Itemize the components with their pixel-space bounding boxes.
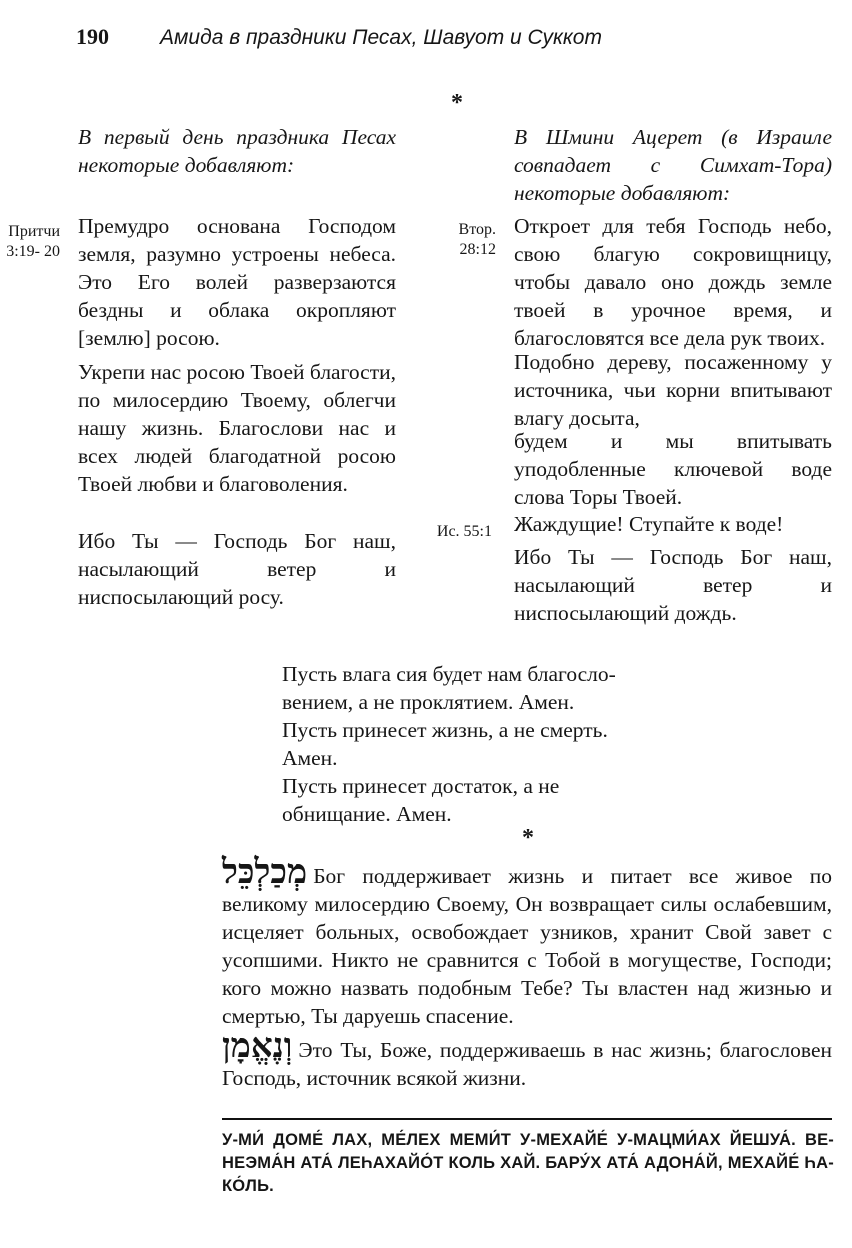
blessing-line: обнищание. Амен. xyxy=(282,802,452,826)
blessing-line: вением, а не проклятием. Амен. xyxy=(282,690,575,714)
running-title: Амида в праздники Песах, Шавуот и Суккот xyxy=(160,26,602,49)
footer-rule xyxy=(222,1118,832,1120)
blessing-line: Пусть принесет жизнь, а не смерть. xyxy=(282,718,608,742)
page-number: 190 xyxy=(76,24,109,49)
section-separator-star: * xyxy=(522,825,534,851)
hebrew-initial-word: מְכַלְכֵּל xyxy=(222,852,308,892)
left-paragraph-2: Укрепи нас росою Твоей благости, по милосердию Твоему, облегчи нашу жизнь. Благослови нас и всех людей благодатной росою Твоей любви и благоволения. xyxy=(78,360,396,496)
transliteration-block: У-МИ́ ДОМЕ́ ЛАХ, МЕ́ЛЕХ МЕМИ́Т У-МЕХАЙЕ́ У-МАЦМИ́АХ ЙЕШУА́. ВЕ-НЕЭМА́Н АТА́ ЛЕҺАХАЙО́Т КОЛЬ ХАЙ. БАРУ́Х АТА́ АДОНА́Й, МЕХАЙЕ́ ҺА-КО́ЛЬ. xyxy=(222,1131,834,1195)
right-paragraph-3: Жаждущие! Ступайте к воде! xyxy=(514,512,784,536)
right-column-intro: В Шмини Ацерет (в Израиле совпадает с Симхат-Тора) некоторые добавляют: xyxy=(514,125,832,205)
right-paragraph-4: Ибо Ты — Господь Бог наш, насылающий ветер и ниспосылающий дождь. xyxy=(514,545,832,625)
right-ref-deuteronomy: Втор. 28:12 xyxy=(458,221,496,258)
main-paragraph-1-text: Бог поддерживает жизнь и питает все живое по великому милосердию Своему, Он возвращает силы ослабевшим, исцеляет больных, освобождает узников, хранит Свой завет с усопшими. Никто не сравнится с Тобой в могуществе, Господи; кого можно назвать подобным Тебе? Ты властен над жизнью и смертью, Ты даруешь спасение. xyxy=(222,864,832,1028)
right-paragraph-2b: будем и мы впитывать уподобленные ключевой воде слова Торы Твоей. xyxy=(514,429,832,509)
main-paragraph-2-text: Это Ты, Боже, поддерживаешь в нас жизнь; благословен Господь, источник всякой жизни. xyxy=(222,1038,832,1090)
section-separator-star: * xyxy=(451,90,463,116)
right-ref-isaiah: Ис. 55:1 xyxy=(436,523,492,540)
blessing-line: Пусть принесет достаток, а не xyxy=(282,774,560,798)
blessing-block xyxy=(282,660,662,828)
left-ref-proverbs: Притчи 3:19- 20 xyxy=(6,223,60,260)
blessing-line: Амен. xyxy=(282,746,338,770)
left-paragraph-3: Ибо Ты — Господь Бог наш, насылающий ветер и ниспосылающий росу. xyxy=(78,529,396,609)
hebrew-initial-word: וְנֶאֱמָן xyxy=(222,1026,293,1066)
right-paragraph-2a: Подобно дереву, посаженному у источника, чьи корни впитывают влагу досыта, xyxy=(514,350,832,430)
right-paragraph-1: Откроет для тебя Господь небо, свою благую сокровищницу, чтобы давало оно дождь земле твоей в урочное время, и благословятся все дела рук твоих. xyxy=(514,214,832,350)
left-paragraph-1: Премудро основана Господом земля, разумно устроены небеса. Это Его волей разверзаются бездны и облака окропляют [землю] росою. xyxy=(78,214,396,350)
left-column-intro: В первый день праздника Песах некоторые добавляют: xyxy=(78,125,396,177)
main-paragraph-1 xyxy=(222,852,832,1030)
blessing-line: Пусть влага сия будет нам благосло- xyxy=(282,662,616,686)
main-paragraph-2 xyxy=(222,1026,832,1092)
